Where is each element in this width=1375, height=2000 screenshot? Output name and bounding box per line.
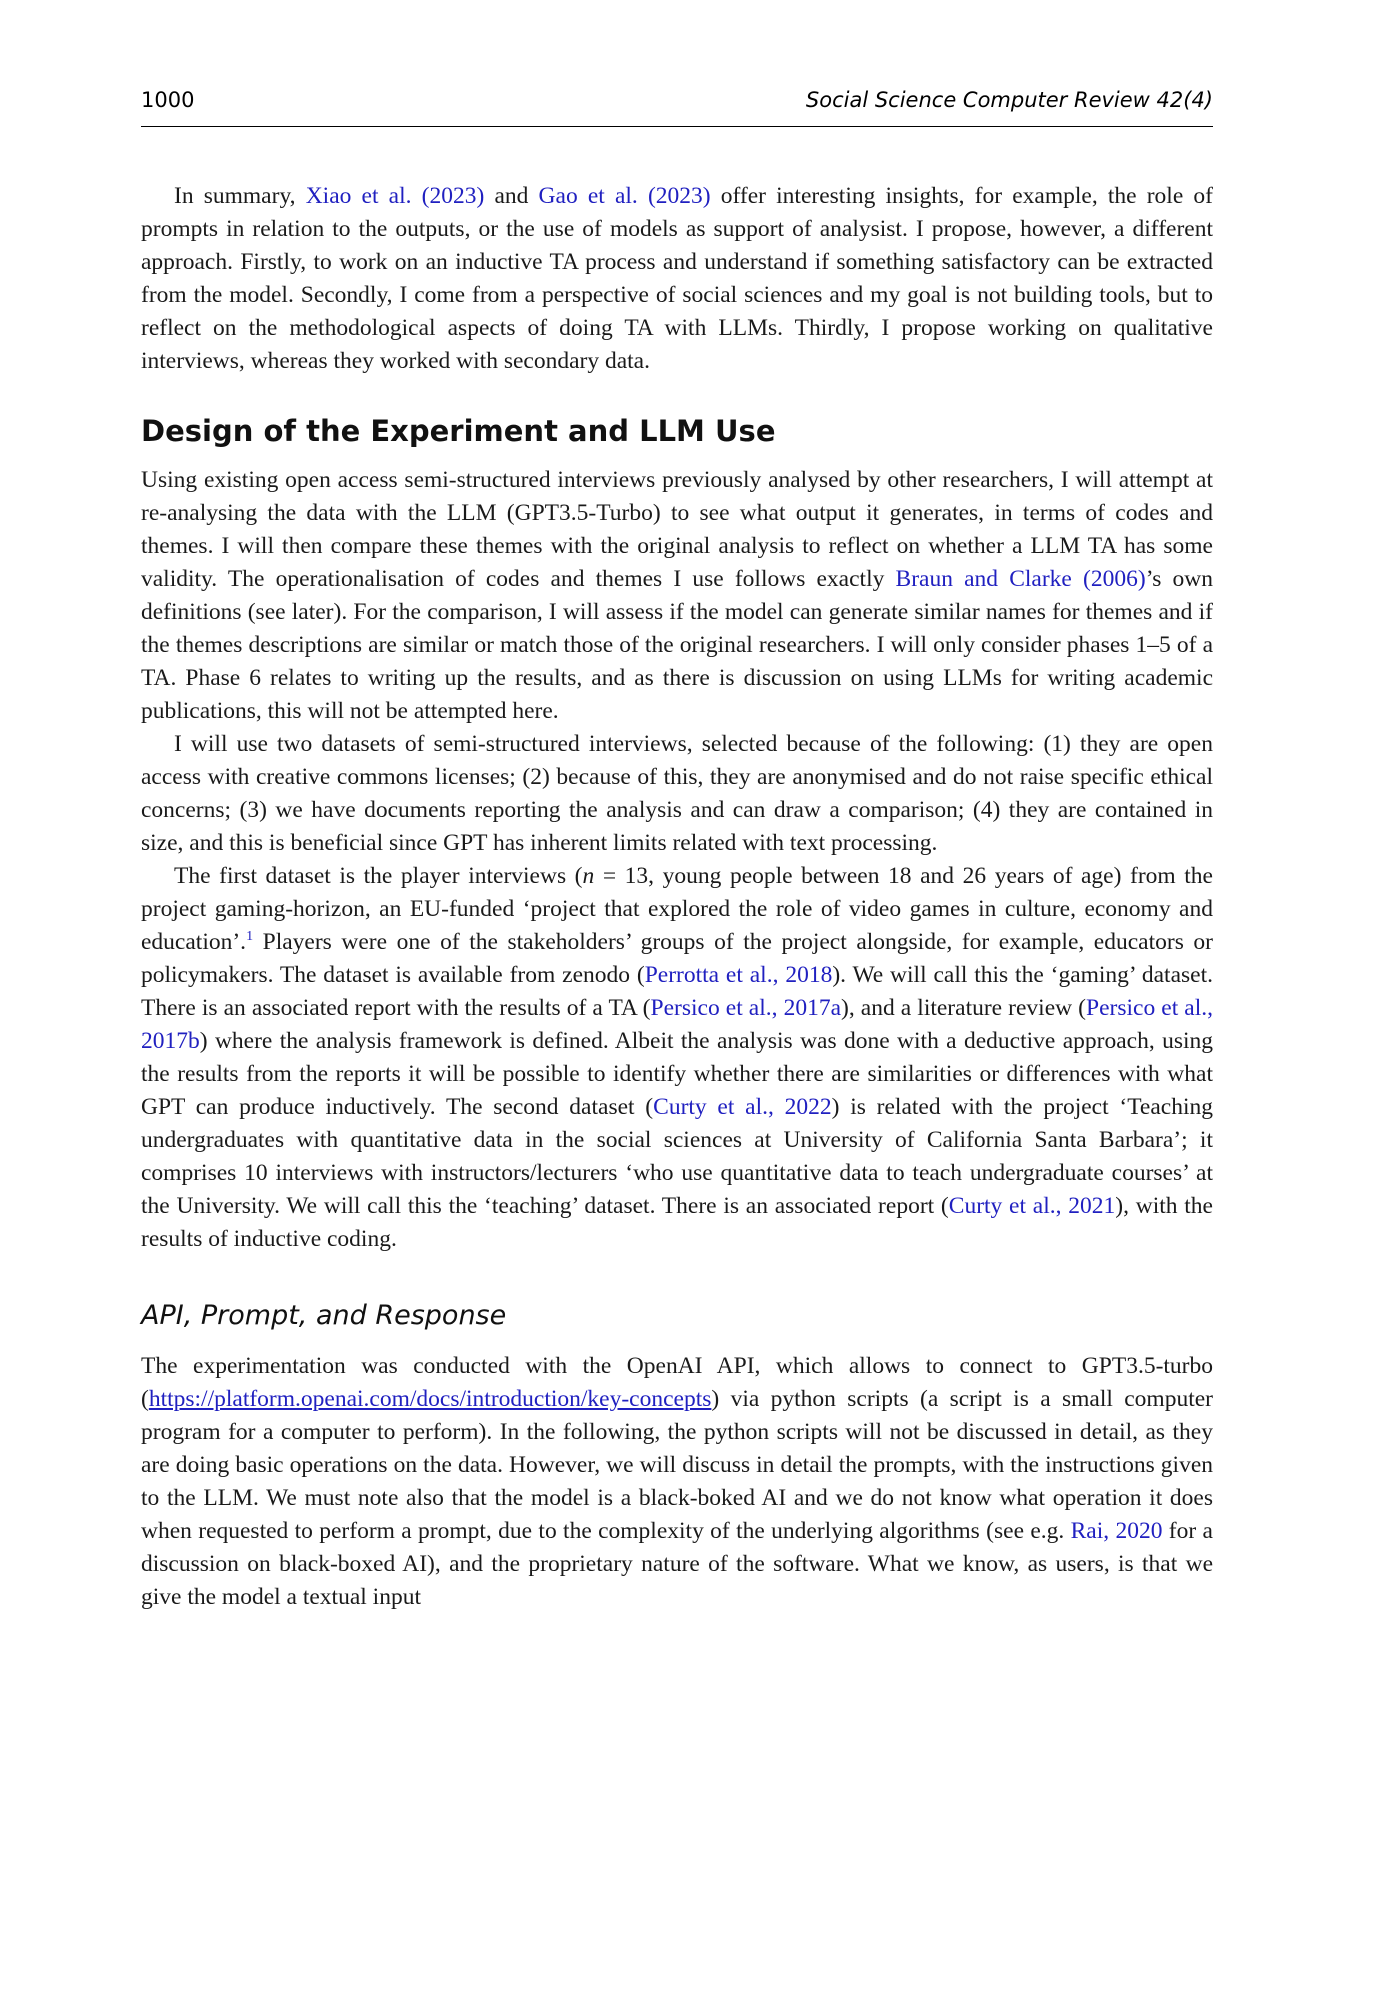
paragraph-design	[141, 464, 1213, 728]
citation-link-gao-2023[interactable]: Gao et al. (2023)	[538, 183, 711, 209]
text-run: I will use two datasets of semi-structured interviews, selected because of the following: (1) they are open access with creative commons licenses; (2) because of this, they are anonymised and do not raise specific ethical concerns; (3) we have documents reporting the analysis and can draw a comparison; (4) they are contained in size, and this is beneficial since GPT has inherent limits related with text processing.	[141, 731, 1213, 856]
paragraph-first-dataset	[141, 860, 1213, 1256]
text-run: In summary,	[174, 183, 306, 209]
text-run: ) where the analysis framework is defined. Albeit the analysis was done with a deductive approach, using the results from the reports it will be possible to identify whether there are similarities or differences with what GPT can produce inductively. The second dataset (	[141, 1028, 1213, 1120]
citation-link-perrotta-2018[interactable]: Perrotta et al., 2018	[644, 962, 833, 988]
italic-variable: n	[582, 863, 595, 889]
url-link-openai-docs[interactable]: https://platform.openai.com/docs/introduction/key-concepts	[148, 1386, 712, 1412]
paragraph-summary	[141, 180, 1213, 378]
section-heading: Design of the Experiment and LLM Use	[141, 414, 776, 448]
paragraph-api	[141, 1350, 1213, 1614]
text-run: ), and a literature review (	[841, 995, 1087, 1021]
citation-link-rai-2020[interactable]: Rai, 2020	[1070, 1518, 1163, 1544]
text-run: The first dataset is the player interviews (	[174, 863, 583, 889]
paragraph-datasets	[141, 728, 1213, 860]
text-run: = 13, young people between 18 and 26 years of age) from the project gaming-horizon, an EU-funded ‘project that explored the role of video games in culture, economy and education’.	[141, 863, 1213, 955]
text-run: ’s own definitions (see later). For the comparison, I will assess if the model can generate similar names for themes and if the themes descriptions are similar or match those of the original researchers. I will only consider phases 1–5 of a TA. Phase 6 relates to writing up the results, and as there is discussion on using LLMs for writing academic publications, this will not be attempted here.	[141, 566, 1213, 724]
citation-link-curty-2021[interactable]: Curty et al., 2021	[948, 1193, 1116, 1219]
footnote-marker[interactable]: 1	[246, 929, 254, 945]
text-run: Players were one of the stakeholders’ groups of the project alongside, for example, educators or policymakers. The dataset is available from zenodo (	[141, 929, 1213, 988]
text-run: Using existing open access semi-structured interviews previously analysed by other researchers, I will attempt at re-analysing the data with the LLM (GPT3.5-Turbo) to see what output it generates, in terms of codes and themes. I will then compare these themes with the original analysis to reflect on whether a LLM TA has some validity. The operationalisation of codes and themes I use follows exactly	[141, 467, 1213, 592]
citation-link-xiao-2023[interactable]: Xiao et al. (2023)	[305, 183, 485, 209]
page-number: 1000	[141, 88, 195, 112]
text-run: and	[484, 183, 539, 209]
text-run: The experimentation was conducted with the OpenAI API, which allows to connect to GPT3.5-turbo (	[141, 1353, 1213, 1412]
article-body	[141, 180, 1213, 1614]
citation-link-curty-2022[interactable]: Curty et al., 2022	[653, 1094, 832, 1120]
journal-title: Social Science Computer Review 42(4)	[805, 88, 1213, 112]
citation-link-braun-clarke-2006[interactable]: Braun and Clarke (2006)	[895, 566, 1146, 592]
text-run: ). We will call this the ‘gaming’ dataset. There is an associated report with the results of a TA (	[141, 962, 1213, 1021]
citation-link-persico-2017b[interactable]: Persico et al., 2017b	[141, 995, 1214, 1054]
text-run: ), with the results of inductive coding.	[141, 1193, 1213, 1252]
text-run: ) is related with the project ‘Teaching undergraduates with quantitative data in the social sciences at University of California Santa Barbara’; it comprises 10 interviews with instructors/lecturers ‘who use quantitative data to teach undergraduate courses’ at the University. We will call this the ‘teaching’ dataset. There is an associated report (	[141, 1094, 1213, 1219]
text-run: ) via python scripts (a script is a small computer program for a computer to perform). In the following, the python scripts will not be discussed in detail, as they are doing basic operations on the data. However, we will discuss in detail the prompts, with the instructions given to the LLM. We must note also that the model is a black-boked AI and we do not know what operation it does when requested to perform a prompt, due to the complexity of the underlying algorithms (see e.g.	[141, 1386, 1213, 1544]
running-header	[141, 88, 1213, 127]
text-run: offer interesting insights, for example, the role of prompts in relation to the outputs, or the use of models as support of analysist. I propose, however, a different approach. Firstly, to work on an inductive TA process and understand if something satisfactory can be extracted from the model. Secondly, I come from a perspective of social sciences and my goal is not building tools, but to reflect on the methodological aspects of doing TA with LLMs. Thirdly, I propose working on qualitative interviews, whereas they worked with secondary data.	[141, 183, 1213, 374]
citation-link-persico-2017a[interactable]: Persico et al., 2017a	[650, 995, 842, 1021]
text-run: for a discussion on black-boxed AI), and the proprietary nature of the software. What we know, as users, is that we give the model a textual input	[141, 1518, 1213, 1610]
subsection-heading: API, Prompt, and Response	[141, 1300, 507, 1331]
